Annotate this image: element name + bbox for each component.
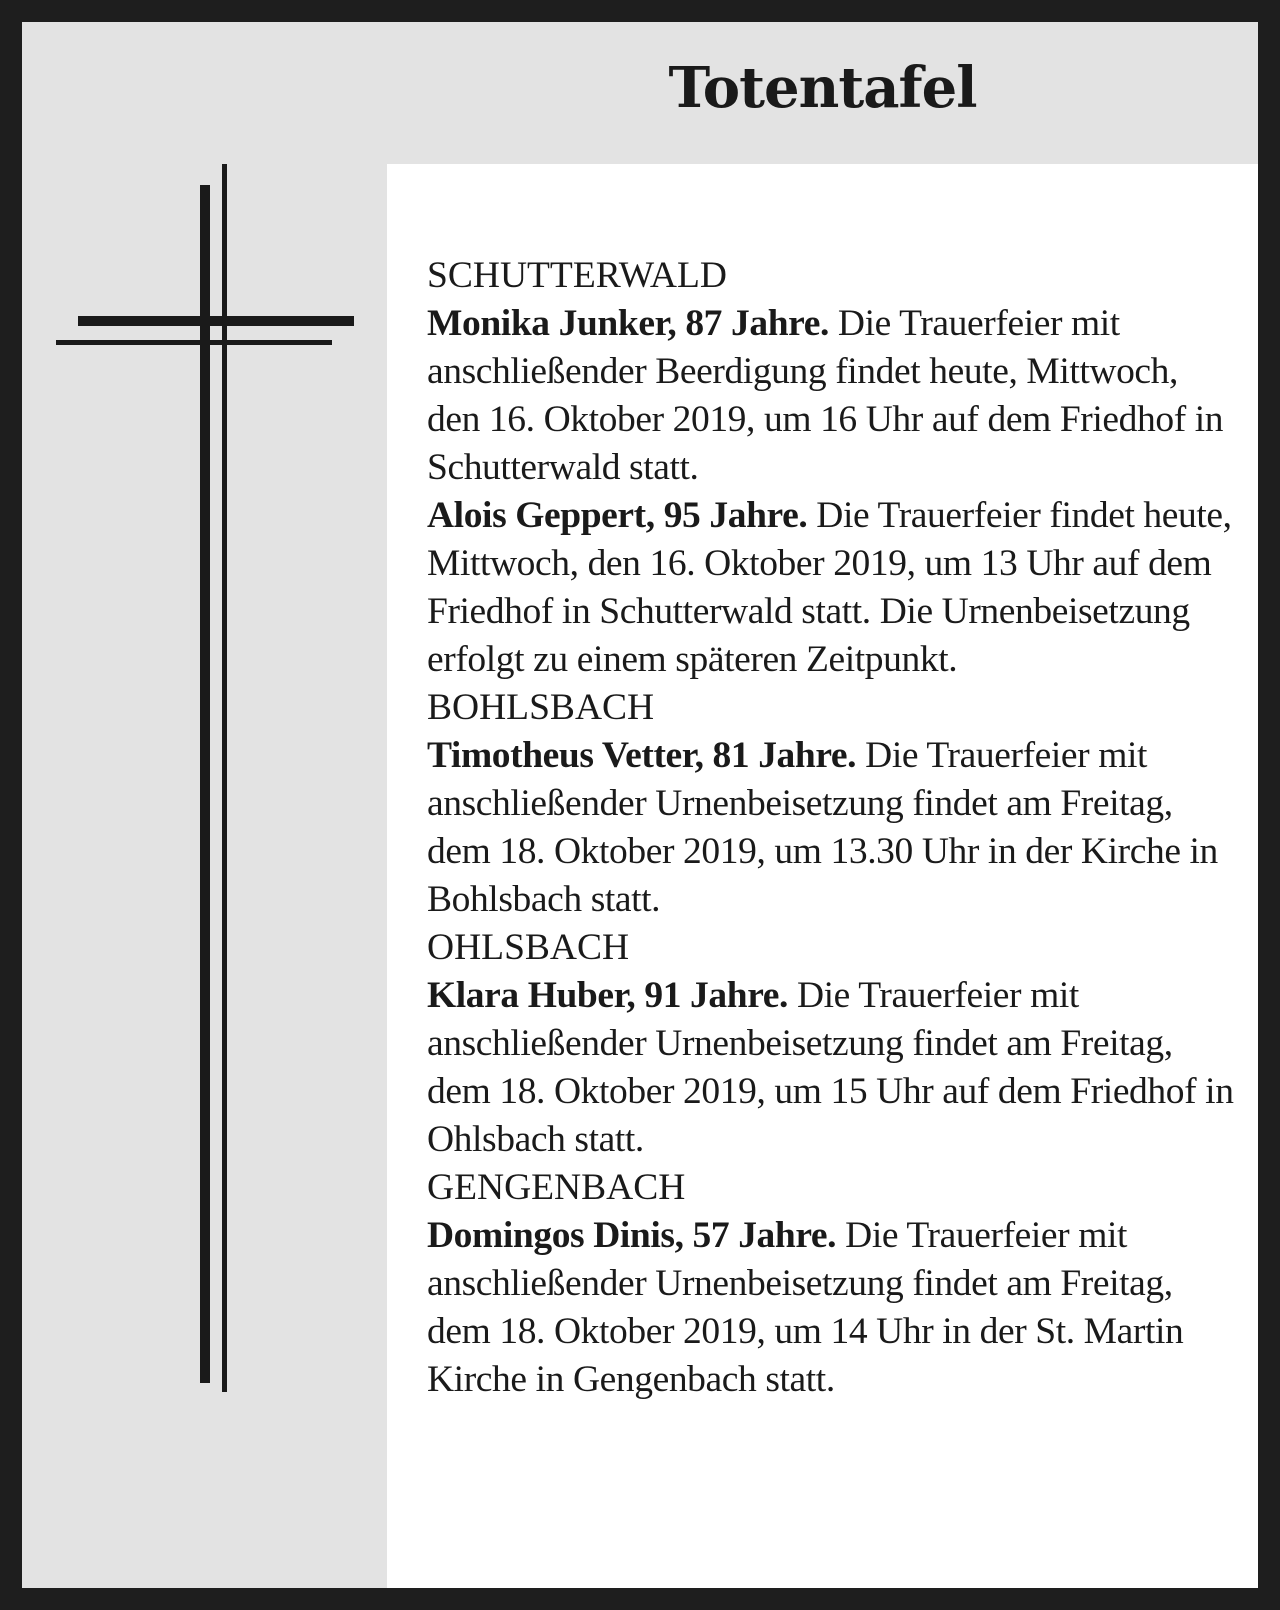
obituary-text: Die Trauerfeier mit anschließender Beerdigung findet heute, Mittwoch, den 16. Oktober 2019, um 16 Uhr auf dem Friedhof in Schutterwald statt. xyxy=(427,303,1224,488)
cross-icon-horizontal-line xyxy=(56,340,332,345)
obituary-entry xyxy=(427,300,1238,492)
place-heading-gengenbach: GENGENBACH xyxy=(427,1167,686,1208)
cross-icon-vertical-bar xyxy=(200,185,210,1383)
obituary-entry xyxy=(427,972,1238,1164)
place-heading-bohlsbach: BOHLSBACH xyxy=(427,687,655,728)
cross-icon-horizontal-bar xyxy=(78,316,354,326)
obituary-panel xyxy=(22,22,1258,1588)
deceased-name: Klara Huber, 91 Jahre. xyxy=(427,975,788,1016)
page-title: Totentafel xyxy=(668,55,977,121)
obituary-text: Die Trauerfeier mit anschließender Urnenbeisetzung findet am Freitag, dem 18. Oktober 2019, um 14 Uhr in der St. Martin Kirche in Gengenbach statt. xyxy=(427,1215,1184,1400)
obituary-content xyxy=(387,164,1258,1588)
deceased-name: Timotheus Vetter, 81 Jahre. xyxy=(427,735,857,776)
obituary-list xyxy=(427,252,1238,1404)
place-heading-ohlsbach: OHLSBACH xyxy=(427,927,630,968)
obituary-entry xyxy=(427,1212,1238,1404)
obituary-text: Die Trauerfeier findet heute, Mittwoch, den 16. Oktober 2019, um 13 Uhr auf dem Friedhof in Schutterwald statt. Die Urnenbeisetzung erfolgt zu einem späteren Zeitpunkt. xyxy=(427,495,1232,680)
deceased-name: Alois Geppert, 95 Jahre. xyxy=(427,495,808,536)
deceased-name: Domingos Dinis, 57 Jahre. xyxy=(427,1215,837,1256)
deceased-name: Monika Junker, 87 Jahre. xyxy=(427,303,829,344)
obituary-text: Die Trauerfeier mit anschließender Urnenbeisetzung findet am Freitag, dem 18. Oktober 2019, um 15 Uhr auf dem Friedhof in Ohlsbach statt. xyxy=(427,975,1234,1160)
cross-icon-vertical-line xyxy=(222,164,227,1392)
obituary-text: Die Trauerfeier mit anschließender Urnenbeisetzung findet am Freitag, dem 18. Oktober 2019, um 13.30 Uhr in der Kirche in Bohlsbach statt. xyxy=(427,735,1218,920)
obituary-entry xyxy=(427,492,1238,684)
obituary-entry xyxy=(427,732,1238,924)
place-heading-schutterwald: SCHUTTERWALD xyxy=(427,255,727,296)
